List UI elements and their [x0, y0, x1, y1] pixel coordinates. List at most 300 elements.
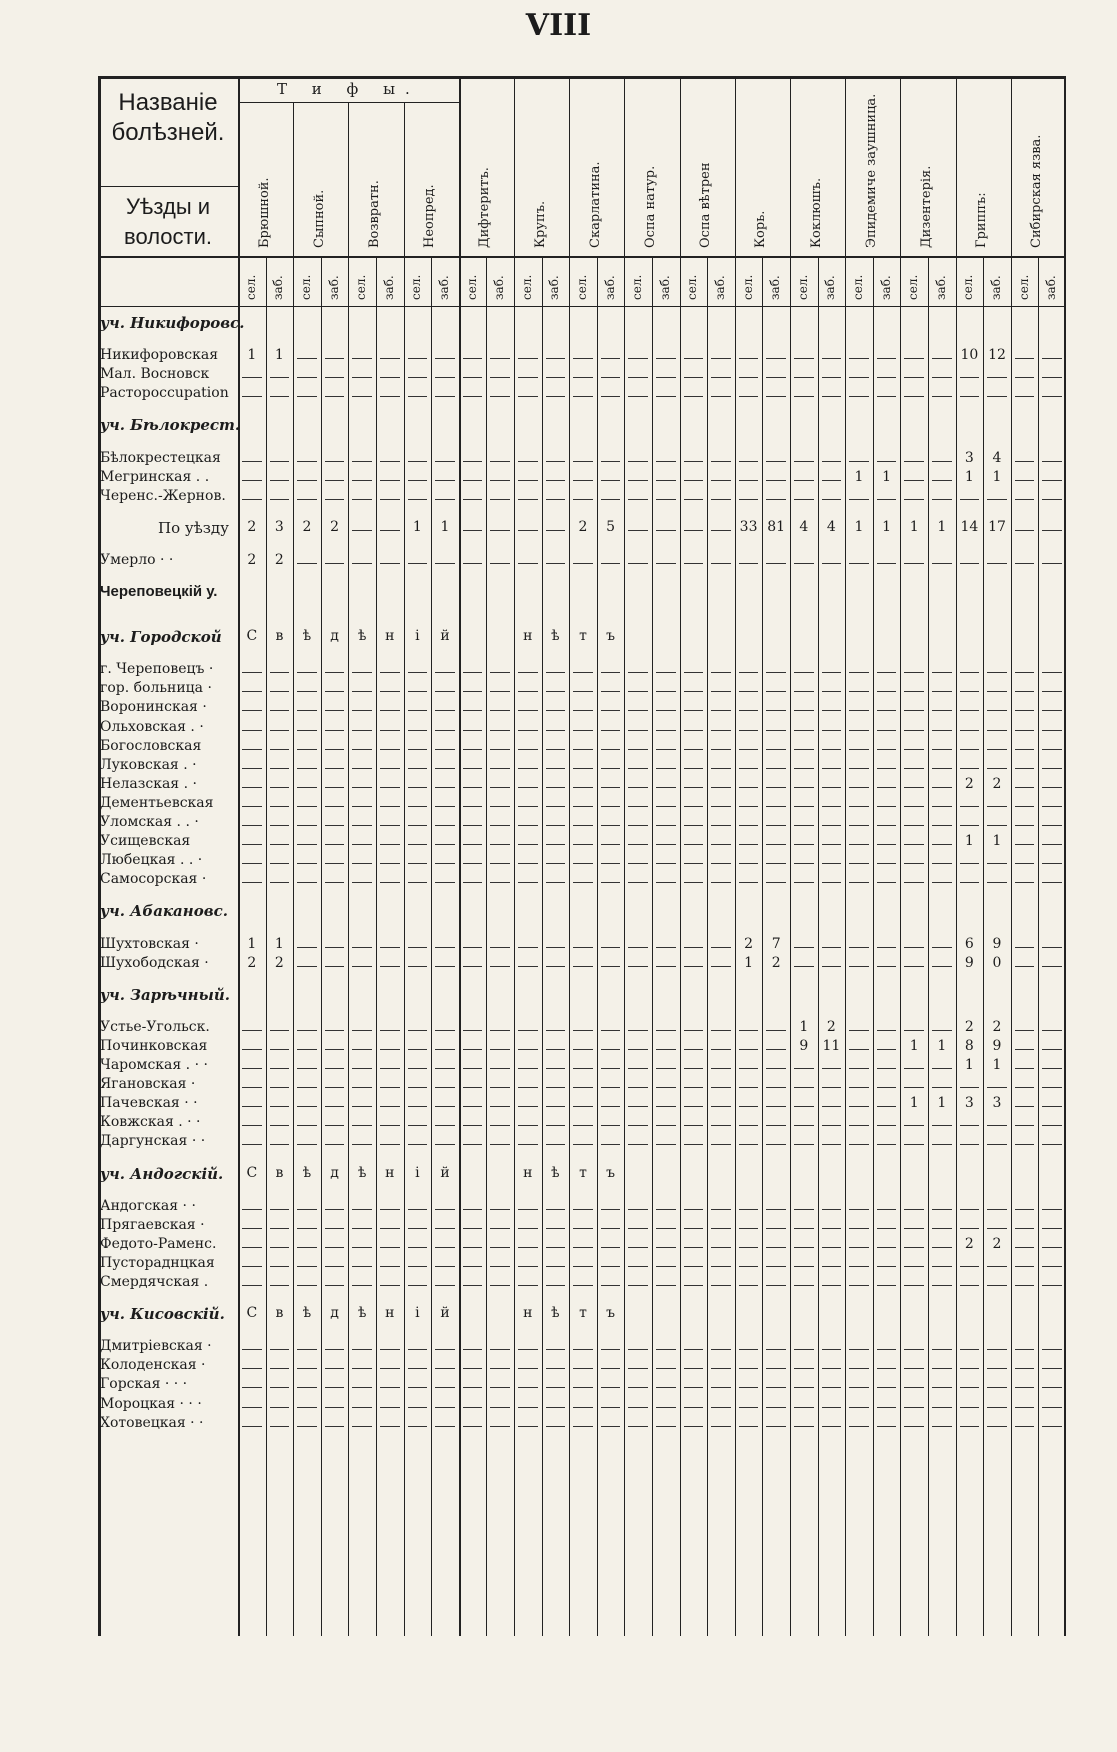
empty-dash — [490, 947, 510, 948]
empty-dash — [987, 1285, 1007, 1286]
empty-dash — [766, 377, 786, 378]
empty-dash — [518, 1049, 538, 1050]
empty-dash — [297, 1049, 317, 1050]
empty-dash — [849, 1144, 869, 1145]
empty-dash — [463, 1285, 483, 1286]
empty-dash — [794, 1368, 814, 1369]
empty-dash — [270, 863, 290, 864]
empty-dash — [546, 396, 566, 397]
empty-dash — [794, 787, 814, 788]
empty-dash — [877, 749, 897, 750]
empty-dash — [352, 966, 372, 967]
empty-dash — [242, 396, 262, 397]
empty-dash — [242, 806, 262, 807]
empty-dash — [242, 1125, 262, 1126]
empty-dash — [352, 1247, 372, 1248]
empty-dash — [1042, 691, 1062, 692]
empty-dash — [960, 768, 980, 769]
value-cell: 1 — [882, 518, 892, 535]
empty-dash — [297, 966, 317, 967]
empty-dash — [1015, 396, 1035, 397]
empty-dash — [1015, 1030, 1035, 1031]
empty-dash — [739, 768, 759, 769]
empty-dash — [297, 1209, 317, 1210]
empty-dash — [849, 1068, 869, 1069]
empty-dash — [1042, 825, 1062, 826]
empty-dash — [1042, 1285, 1062, 1286]
no-info-note: н — [523, 628, 533, 645]
empty-dash — [766, 499, 786, 500]
empty-dash — [325, 1049, 345, 1050]
sub-header-zab: заб. — [989, 275, 1003, 300]
empty-dash — [987, 499, 1007, 500]
empty-dash — [546, 768, 566, 769]
empty-dash — [325, 1087, 345, 1088]
empty-dash — [794, 358, 814, 359]
empty-dash — [739, 882, 759, 883]
statistics-table — [98, 76, 1066, 1636]
empty-dash — [932, 1030, 952, 1031]
empty-dash — [518, 966, 538, 967]
empty-dash — [849, 1387, 869, 1388]
empty-dash — [656, 377, 676, 378]
rule-line — [293, 102, 294, 1636]
empty-dash — [1042, 480, 1062, 481]
empty-dash — [822, 1387, 842, 1388]
empty-dash — [435, 825, 455, 826]
empty-dash — [1015, 499, 1035, 500]
empty-dash — [601, 1228, 621, 1229]
empty-dash — [601, 672, 621, 673]
no-info-note: ъ — [606, 1305, 616, 1322]
empty-dash — [408, 1068, 428, 1069]
empty-dash — [987, 377, 1007, 378]
empty-dash — [463, 1407, 483, 1408]
sub-header-sel: сел. — [906, 274, 921, 300]
empty-dash — [270, 1247, 290, 1248]
empty-dash — [987, 1368, 1007, 1369]
empty-dash — [1015, 530, 1035, 531]
sub-header-sel: сел. — [299, 274, 313, 300]
empty-dash — [352, 787, 372, 788]
empty-dash — [408, 1285, 428, 1286]
empty-dash — [822, 1368, 842, 1369]
empty-dash — [325, 691, 345, 692]
empty-dash — [932, 863, 952, 864]
empty-dash — [435, 863, 455, 864]
empty-dash — [352, 1144, 372, 1145]
empty-dash — [270, 377, 290, 378]
empty-dash — [380, 480, 400, 481]
empty-dash — [380, 863, 400, 864]
empty-dash — [380, 1266, 400, 1267]
empty-dash — [1015, 461, 1035, 462]
empty-dash — [1015, 882, 1035, 883]
sub-header-zab: заб. — [713, 275, 727, 300]
empty-dash — [711, 499, 731, 500]
empty-dash — [628, 1266, 648, 1267]
empty-dash — [1015, 1049, 1035, 1050]
empty-dash — [877, 844, 897, 845]
empty-dash — [546, 1144, 566, 1145]
empty-dash — [270, 499, 290, 500]
empty-dash — [960, 730, 980, 731]
empty-dash — [490, 1349, 510, 1350]
empty-dash — [1015, 1209, 1035, 1210]
rule-line — [597, 256, 598, 1636]
empty-dash — [518, 358, 538, 359]
empty-dash — [573, 1228, 593, 1229]
empty-dash — [518, 1349, 538, 1350]
empty-dash — [656, 499, 676, 500]
empty-dash — [463, 530, 483, 531]
empty-dash — [435, 1368, 455, 1369]
empty-dash — [904, 806, 924, 807]
empty-dash — [877, 947, 897, 948]
sub-header-zab: заб. — [492, 275, 507, 300]
empty-dash — [960, 1285, 980, 1286]
empty-dash — [932, 966, 952, 967]
empty-dash — [352, 1030, 372, 1031]
empty-dash — [490, 530, 510, 531]
empty-dash — [380, 1087, 400, 1088]
empty-dash — [408, 806, 428, 807]
empty-dash — [380, 1368, 400, 1369]
empty-dash — [380, 1349, 400, 1350]
empty-dash — [766, 863, 786, 864]
empty-dash — [518, 1106, 538, 1107]
rule-line — [735, 76, 736, 1636]
empty-dash — [960, 1387, 980, 1388]
empty-dash — [877, 1106, 897, 1107]
empty-dash — [352, 1349, 372, 1350]
rule-line — [98, 306, 1066, 307]
rule-line — [680, 76, 681, 1636]
no-info-note: ѣ — [357, 1305, 367, 1322]
empty-dash — [325, 1144, 345, 1145]
empty-dash — [546, 730, 566, 731]
empty-dash — [297, 1030, 317, 1031]
no-info-note: і — [415, 628, 420, 645]
empty-dash — [656, 844, 676, 845]
empty-dash — [932, 844, 952, 845]
empty-dash — [822, 1266, 842, 1267]
empty-dash — [518, 947, 538, 948]
empty-dash — [766, 710, 786, 711]
empty-dash — [987, 863, 1007, 864]
empty-dash — [546, 863, 566, 864]
value-cell: 2 — [826, 1018, 836, 1035]
empty-dash — [739, 787, 759, 788]
empty-dash — [822, 863, 842, 864]
row-label: Ягановская · — [100, 1076, 196, 1093]
empty-dash — [822, 768, 842, 769]
empty-dash — [352, 672, 372, 673]
empty-dash — [573, 1368, 593, 1369]
row-label: Мал. Восновск — [100, 366, 210, 383]
empty-dash — [932, 710, 952, 711]
empty-dash — [904, 1087, 924, 1088]
value-cell: 8 — [964, 1037, 974, 1054]
value-cell: 4 — [799, 518, 809, 535]
empty-dash — [877, 1087, 897, 1088]
empty-dash — [1015, 768, 1035, 769]
empty-dash — [352, 882, 372, 883]
empty-dash — [352, 1266, 372, 1267]
empty-dash — [270, 844, 290, 845]
empty-dash — [518, 499, 538, 500]
empty-dash — [739, 1068, 759, 1069]
empty-dash — [794, 806, 814, 807]
empty-dash — [684, 480, 704, 481]
empty-dash — [822, 1144, 842, 1145]
empty-dash — [877, 358, 897, 359]
empty-dash — [297, 749, 317, 750]
empty-dash — [656, 1285, 676, 1286]
empty-dash — [463, 710, 483, 711]
empty-dash — [849, 787, 869, 788]
empty-dash — [490, 1068, 510, 1069]
empty-dash — [242, 1407, 262, 1408]
empty-dash — [325, 947, 345, 948]
row-label: Богословская — [100, 737, 202, 754]
empty-dash — [601, 730, 621, 731]
empty-dash — [490, 1247, 510, 1248]
empty-dash — [628, 882, 648, 883]
rule-line — [569, 76, 570, 1636]
empty-dash — [270, 1049, 290, 1050]
empty-dash — [435, 768, 455, 769]
empty-dash — [1042, 1426, 1062, 1427]
empty-dash — [463, 1266, 483, 1267]
row-label: Федото-Раменс. — [100, 1235, 217, 1252]
empty-dash — [656, 1407, 676, 1408]
row-label: уч. Абакановс. — [100, 902, 228, 921]
value-cell: 1 — [964, 1057, 974, 1073]
value-cell: 1 — [992, 1057, 1002, 1073]
empty-dash — [684, 863, 704, 864]
empty-dash — [794, 480, 814, 481]
empty-dash — [546, 1426, 566, 1427]
empty-dash — [849, 806, 869, 807]
empty-dash — [518, 710, 538, 711]
empty-dash — [932, 691, 952, 692]
no-info-note: С — [246, 1164, 258, 1181]
empty-dash — [380, 882, 400, 883]
empty-dash — [435, 1209, 455, 1210]
empty-dash — [297, 1349, 317, 1350]
empty-dash — [573, 1349, 593, 1350]
empty-dash — [739, 1247, 759, 1248]
empty-dash — [601, 1106, 621, 1107]
empty-dash — [270, 806, 290, 807]
empty-dash — [408, 396, 428, 397]
empty-dash — [490, 358, 510, 359]
empty-dash — [656, 563, 676, 564]
empty-dash — [297, 730, 317, 731]
empty-dash — [877, 825, 897, 826]
empty-dash — [739, 1049, 759, 1050]
empty-dash — [435, 672, 455, 673]
empty-dash — [380, 1407, 400, 1408]
disease-header-14: Сибирская язва. — [1029, 134, 1045, 248]
sub-header-sel: сел. — [630, 274, 645, 300]
empty-dash — [463, 787, 483, 788]
sub-header-sel: сел. — [575, 274, 589, 300]
empty-dash — [628, 1387, 648, 1388]
empty-dash — [711, 1247, 731, 1248]
empty-dash — [380, 377, 400, 378]
empty-dash — [794, 844, 814, 845]
empty-dash — [270, 1426, 290, 1427]
empty-dash — [270, 672, 290, 673]
empty-dash — [960, 1426, 980, 1427]
empty-dash — [628, 710, 648, 711]
empty-dash — [297, 1144, 317, 1145]
rule-line — [238, 76, 240, 1636]
empty-dash — [822, 1228, 842, 1229]
empty-dash — [463, 1106, 483, 1107]
empty-dash — [325, 461, 345, 462]
empty-dash — [490, 825, 510, 826]
empty-dash — [628, 358, 648, 359]
empty-dash — [325, 1368, 345, 1369]
empty-dash — [546, 966, 566, 967]
empty-dash — [325, 1030, 345, 1031]
empty-dash — [656, 691, 676, 692]
empty-dash — [242, 768, 262, 769]
empty-dash — [711, 1144, 731, 1145]
empty-dash — [794, 1209, 814, 1210]
empty-dash — [490, 1368, 510, 1369]
empty-dash — [1015, 377, 1035, 378]
empty-dash — [932, 730, 952, 731]
empty-dash — [794, 1349, 814, 1350]
empty-dash — [684, 1368, 704, 1369]
empty-dash — [960, 1087, 980, 1088]
empty-dash — [877, 499, 897, 500]
empty-dash — [546, 499, 566, 500]
empty-dash — [546, 882, 566, 883]
empty-dash — [270, 1228, 290, 1229]
empty-dash — [601, 825, 621, 826]
empty-dash — [766, 1049, 786, 1050]
empty-dash — [1015, 691, 1035, 692]
empty-dash — [711, 691, 731, 692]
empty-dash — [656, 730, 676, 731]
empty-dash — [684, 1068, 704, 1069]
empty-dash — [463, 1228, 483, 1229]
empty-dash — [711, 1387, 731, 1388]
empty-dash — [573, 825, 593, 826]
empty-dash — [490, 1426, 510, 1427]
empty-dash — [628, 1407, 648, 1408]
empty-dash — [242, 1144, 262, 1145]
empty-dash — [960, 1144, 980, 1145]
empty-dash — [325, 749, 345, 750]
empty-dash — [1042, 1087, 1062, 1088]
rule-line — [900, 76, 901, 1636]
empty-dash — [601, 1266, 621, 1267]
empty-dash — [463, 1387, 483, 1388]
empty-dash — [849, 1266, 869, 1267]
empty-dash — [408, 1247, 428, 1248]
empty-dash — [849, 1106, 869, 1107]
disease-header-11: Эпидемиче заушница. — [863, 93, 879, 248]
empty-dash — [849, 1209, 869, 1210]
value-cell: 1 — [937, 518, 947, 535]
value-cell: 1 — [964, 468, 974, 485]
empty-dash — [601, 947, 621, 948]
empty-dash — [849, 1247, 869, 1248]
empty-dash — [1042, 1349, 1062, 1350]
value-cell: 1 — [247, 935, 257, 952]
empty-dash — [463, 966, 483, 967]
no-info-note: й — [440, 1164, 450, 1181]
empty-dash — [766, 358, 786, 359]
empty-dash — [573, 882, 593, 883]
empty-dash — [628, 966, 648, 967]
row-label: Смердячская . — [100, 1274, 209, 1290]
empty-dash — [435, 882, 455, 883]
empty-dash — [352, 499, 372, 500]
disease-header-8: Оспа вѣтрен — [698, 162, 714, 248]
empty-dash — [601, 1049, 621, 1050]
empty-dash — [739, 1030, 759, 1031]
empty-dash — [518, 844, 538, 845]
empty-dash — [601, 1285, 621, 1286]
empty-dash — [822, 787, 842, 788]
sub-header-sel: сел. — [243, 274, 258, 300]
empty-dash — [987, 1266, 1007, 1267]
empty-dash — [573, 480, 593, 481]
empty-dash — [877, 1387, 897, 1388]
value-cell: 1 — [992, 468, 1002, 485]
empty-dash — [932, 461, 952, 462]
empty-dash — [546, 672, 566, 673]
empty-dash — [352, 844, 372, 845]
value-cell: 1 — [274, 935, 284, 952]
empty-dash — [380, 1125, 400, 1126]
empty-dash — [628, 1030, 648, 1031]
empty-dash — [408, 1049, 428, 1050]
empty-dash — [1042, 1125, 1062, 1126]
empty-dash — [297, 1426, 317, 1427]
empty-dash — [739, 710, 759, 711]
empty-dash — [408, 1407, 428, 1408]
row-label: Пачевская · · — [100, 1095, 198, 1112]
empty-dash — [435, 1125, 455, 1126]
rule-line — [928, 256, 929, 1636]
empty-dash — [656, 710, 676, 711]
value-cell: 2 — [964, 1235, 974, 1252]
empty-dash — [794, 377, 814, 378]
value-cell: 12 — [988, 347, 1006, 364]
empty-dash — [739, 1266, 759, 1267]
empty-dash — [739, 691, 759, 692]
sub-header-sel: сел. — [354, 274, 369, 300]
empty-dash — [684, 966, 704, 967]
empty-dash — [711, 1106, 731, 1107]
value-cell: 1 — [854, 518, 864, 535]
value-cell: 10 — [960, 347, 979, 364]
empty-dash — [297, 461, 317, 462]
rule-line — [321, 256, 322, 1636]
sub-header-zab: заб. — [823, 275, 838, 300]
empty-dash — [904, 966, 924, 967]
empty-dash — [849, 1285, 869, 1286]
empty-dash — [380, 1068, 400, 1069]
